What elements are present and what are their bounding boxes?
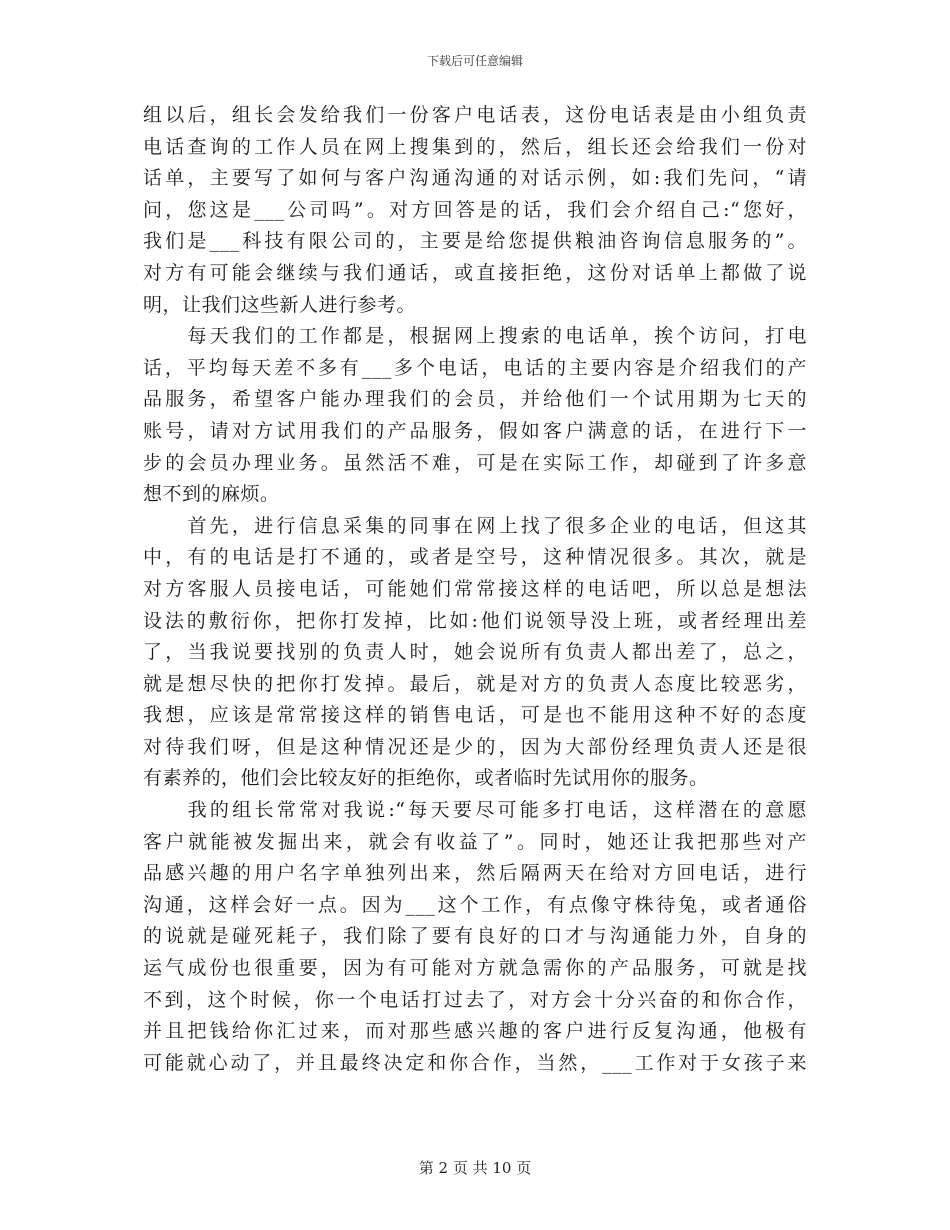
text-line: 账号，请对方试用我们的产品服务，假如客户满意的话，在进行下一 bbox=[143, 419, 807, 442]
text-line: 就是想尽快的把你打发掉。最后，就是对方的负责人态度比较恶劣， bbox=[143, 672, 807, 695]
text-line: 我的组长常常对我说:“每天要尽可能多打电话，这样潜在的意愿 bbox=[143, 799, 807, 822]
text-line: 想不到的麻烦。 bbox=[143, 483, 280, 506]
text-line: 明，让我们这些新人进行参考。 bbox=[143, 293, 417, 316]
text-line: 每天我们的工作都是，根据网上搜索的电话单，挨个访问，打电 bbox=[143, 325, 807, 348]
text-line: 话单，主要写了如何与客户沟通沟通的对话示例，如:我们先问，“请 bbox=[143, 167, 807, 190]
text-line: 对待我们呀，但是这种情况还是少的，因为大部份经理负责人还是很 bbox=[143, 735, 807, 758]
text-line: 设法的敷衍你，把你打发掉，比如:他们说领导没上班，或者经理出差 bbox=[143, 609, 807, 632]
text-line: 了，当我说要找别的负责人时，她会说所有负责人都出差了，总之， bbox=[143, 641, 807, 664]
text-line: 品感兴趣的用户名字单独列出来，然后隔两天在给对方回电话，进行 bbox=[143, 862, 807, 885]
text-line: 有素养的，他们会比较友好的拒绝你，或者临时先试用你的服务。 bbox=[143, 767, 709, 790]
paragraph-3 bbox=[143, 511, 807, 795]
text-line: 组以后，组长会发给我们一份客户电话表，这份电话表是由小组负责 bbox=[143, 104, 807, 126]
text-line: 客户就能被发掘出来，就会有收益了”。同时，她还让我把那些对产 bbox=[143, 830, 807, 853]
document-body bbox=[143, 100, 807, 1079]
text-line: 不到，这个时候，你一个电话打过去了，对方会十分兴奋的和你合作， bbox=[143, 988, 807, 1011]
page-number: 第 2 页 共 10 页 bbox=[418, 1159, 532, 1177]
text-line: 电话查询的工作人员在网上搜集到的，然后，组长还会给我们一份对 bbox=[143, 135, 807, 158]
text-line: 沟通，这样会好一点。因为___这个工作，有点像守株待兔，或者通俗 bbox=[143, 893, 807, 916]
paragraph-1 bbox=[143, 100, 807, 321]
text-line: 中，有的电话是打不通的，或者是空号，这种情况很多。其次，就是 bbox=[143, 546, 807, 569]
text-line: 并且把钱给你汇过来，而对那些感兴趣的客户进行反复沟通，他极有 bbox=[143, 1020, 807, 1043]
text-line: 对方有可能会继续与我们通话，或直接拒绝，这份对话单上都做了说 bbox=[143, 261, 807, 284]
text-line: 的说就是碰死耗子，我们除了要有良好的口才与沟通能力外，自身的 bbox=[143, 925, 807, 948]
text-line: 首先，进行信息采集的同事在网上找了很多企业的电话，但这其 bbox=[143, 514, 807, 537]
text-line: 问，您这是___公司吗”。对方回答是的话，我们会介绍自己:“您好， bbox=[143, 198, 807, 221]
page-header-note: 下载后可任意编辑 bbox=[426, 54, 523, 68]
text-line: 可能就心动了，并且最终决定和你合作，当然，___工作对于女孩子来 bbox=[143, 1051, 807, 1074]
text-line: 对方客服人员接电话，可能她们常常接这样的电话吧，所以总是想法 bbox=[143, 577, 807, 600]
paragraph-4 bbox=[143, 795, 807, 1079]
text-line: 运气成份也很重要，因为有可能对方就急需你的产品服务，可就是找 bbox=[143, 957, 807, 980]
text-line: 品服务，希望客户能办理我们的会员，并给他们一个试用期为七天的 bbox=[143, 388, 807, 411]
text-line: 我想，应该是常常接这样的销售电话，可是也不能用这种不好的态度 bbox=[143, 704, 807, 727]
text-line: 话，平均每天差不多有___多个电话，电话的主要内容是介绍我们的产 bbox=[143, 356, 807, 379]
text-line: 步的会员办理业务。虽然活不难，可是在实际工作，却碰到了许多意 bbox=[143, 451, 807, 474]
text-line: 我们是___科技有限公司的，主要是给您提供粮油咨询信息服务的”。 bbox=[143, 230, 807, 253]
paragraph-2 bbox=[143, 321, 807, 511]
